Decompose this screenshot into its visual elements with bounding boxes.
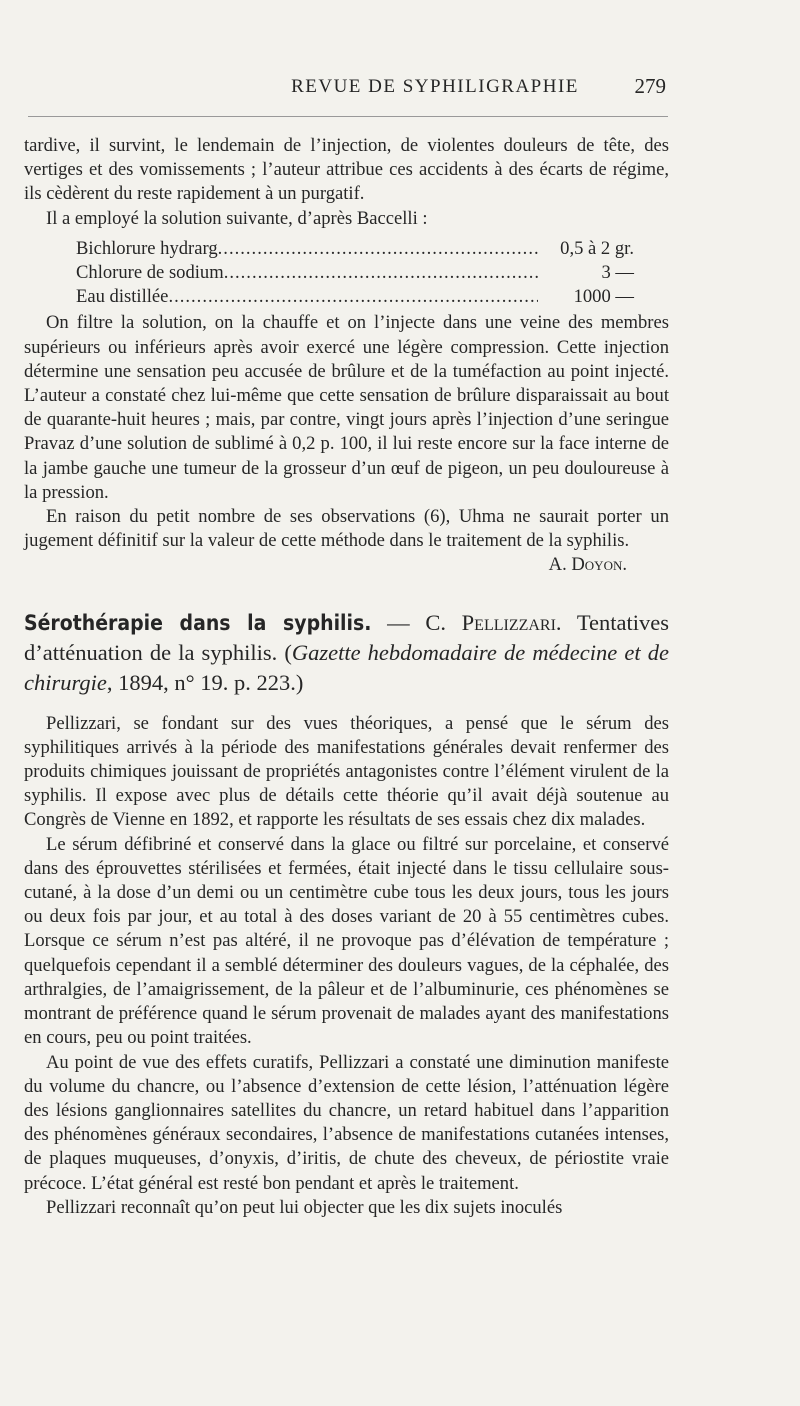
paragraph-1: tardive, il survint, le lendemain de l’injection, de violentes douleurs de tête, des vertiges et des vomissements ; l’auteur attribue ces accidents à des écarts de régime, ils cèdèrent du reste rapidement à un purgatif. xyxy=(24,135,669,205)
formula-quantity: 1000 — xyxy=(573,286,634,308)
section-dash: — C. xyxy=(371,609,462,635)
paragraph-3: On filtre la solution, on la chauffe et on l’injecte dans une veine des membres supérieurs ou inférieurs après avoir exercé une légère compression. Cette injection détermine une sensation peu accusée de brûlure et de la tuméfaction au point injecté. L’auteur a constaté chez lui-même que cette sensation de brûlure disparaissait au bout de quarante-huit heures ; mais, par contre, vingt jours après l’injection d’une seringue Pravaz d’une solution de sublimé à 0,2 p. 100, il lui reste encore sur la face interne de la jambe gauche une tumeur de la grosseur d’un œuf de pigeon, un peu douloureuse à la pression. xyxy=(24,312,669,503)
article-body xyxy=(24,134,669,1220)
paragraph-4-text: En raison du petit nombre de ses observations (6), Uhma ne saurait porter un jugement définitif sur la valeur de cette méthode dans le traitement de la syphilis. xyxy=(24,506,669,552)
formula-row xyxy=(76,237,634,261)
dot-leader xyxy=(168,285,538,309)
dot-leader xyxy=(218,237,538,261)
formula-row xyxy=(76,261,634,285)
section-heading xyxy=(24,608,669,698)
formula-table xyxy=(76,237,634,310)
dot-leader xyxy=(224,261,538,285)
paragraph-7: Au point de vue des effets curatifs, Pellizzari a constaté une diminution manifeste du volume du chancre, ou l’absence d’extension de cette lésion, l’atténuation légère des lésions ganglionnaires satellites du chancre, un retard habituel dans l’apparition des phénomènes généraux secondaires, l’absence de manifestations cutanées intenses, de plaques muqueuses, d’onyxis, d’iritis, de chute des cheveux, de périostite vraie précoce. L’état général est resté bon pendant et après le traitement. xyxy=(24,1051,669,1194)
author-signature: A. Doyon. xyxy=(548,554,627,576)
page-number: 279 xyxy=(634,74,666,98)
section-title: Sérothérapie dans la syphilis. xyxy=(24,610,372,635)
section-citation: , 1894, n° 19. p. 223.) xyxy=(106,669,304,695)
section-author: Pellizzari. xyxy=(461,609,562,635)
header-rule xyxy=(28,116,668,117)
paragraph-6: Le sérum défibriné et conservé dans la glace ou filtré sur porcelaine, et conservé dans des éprouvettes stérilisées et fermées, était injecté dans le tissu cellulaire sous-cutané, à la dose d’un demi ou un centimètre cube tous les deux jours, tous les jours ou deux fois par jour, et au total à des doses variant de 20 à 55 centimètres cubes. Lorsque ce sérum n’est pas altéré, il ne provoque pas d’élévation de température ; quelquefois cependant il a semblé déterminer des douleurs vagues, de la céphalée, des arthralgies, de l’amaigrissement, de la pâleur et de l’albuminurie, ces phénomènes se montrant de préférence quand le sérum provenait de malades ayant des manifestations en cours, peu ou point traitées. xyxy=(24,833,669,1049)
paragraph-5: Pellizzari, se fondant sur des vues théoriques, a pensé que le sérum des syphilitiques arrivés à la période des manifestations générales devait renfermer des produits chimiques jouissant de propriétés antagonistes contre l’élément virulent de la syphilis. Il expose avec plus de détails cette théorie qu’il avait déjà soutenue au Congrès de Vienne en 1892, et rapporte les résultats de ses essais chez dix malades. xyxy=(24,712,669,831)
paragraph-4 xyxy=(24,505,669,576)
paragraph-8: Pellizzari reconnaît qu’on peut lui objecter que les dix sujets inoculés xyxy=(46,1196,563,1218)
journal-title: Gazette hebdomadaire de médecine et de chirurgie xyxy=(24,639,669,695)
formula-quantity: 3 — xyxy=(601,262,634,284)
formula-row xyxy=(76,285,634,309)
formula-ingredient: Eau distillée xyxy=(76,286,169,308)
formula-quantity: 0,5 à 2 gr. xyxy=(560,237,634,259)
formula-ingredient: Chlorure de sodium xyxy=(76,262,224,284)
formula-ingredient: Bichlorure hydrarg xyxy=(76,237,218,259)
paragraph-2: Il a employé la solution suivante, d’après Baccelli : xyxy=(46,207,428,229)
section-subtitle: Tentatives d’atténuation de la syphilis. ( xyxy=(24,609,669,665)
running-header: REVUE DE SYPHILIGRAPHIE xyxy=(291,76,579,97)
